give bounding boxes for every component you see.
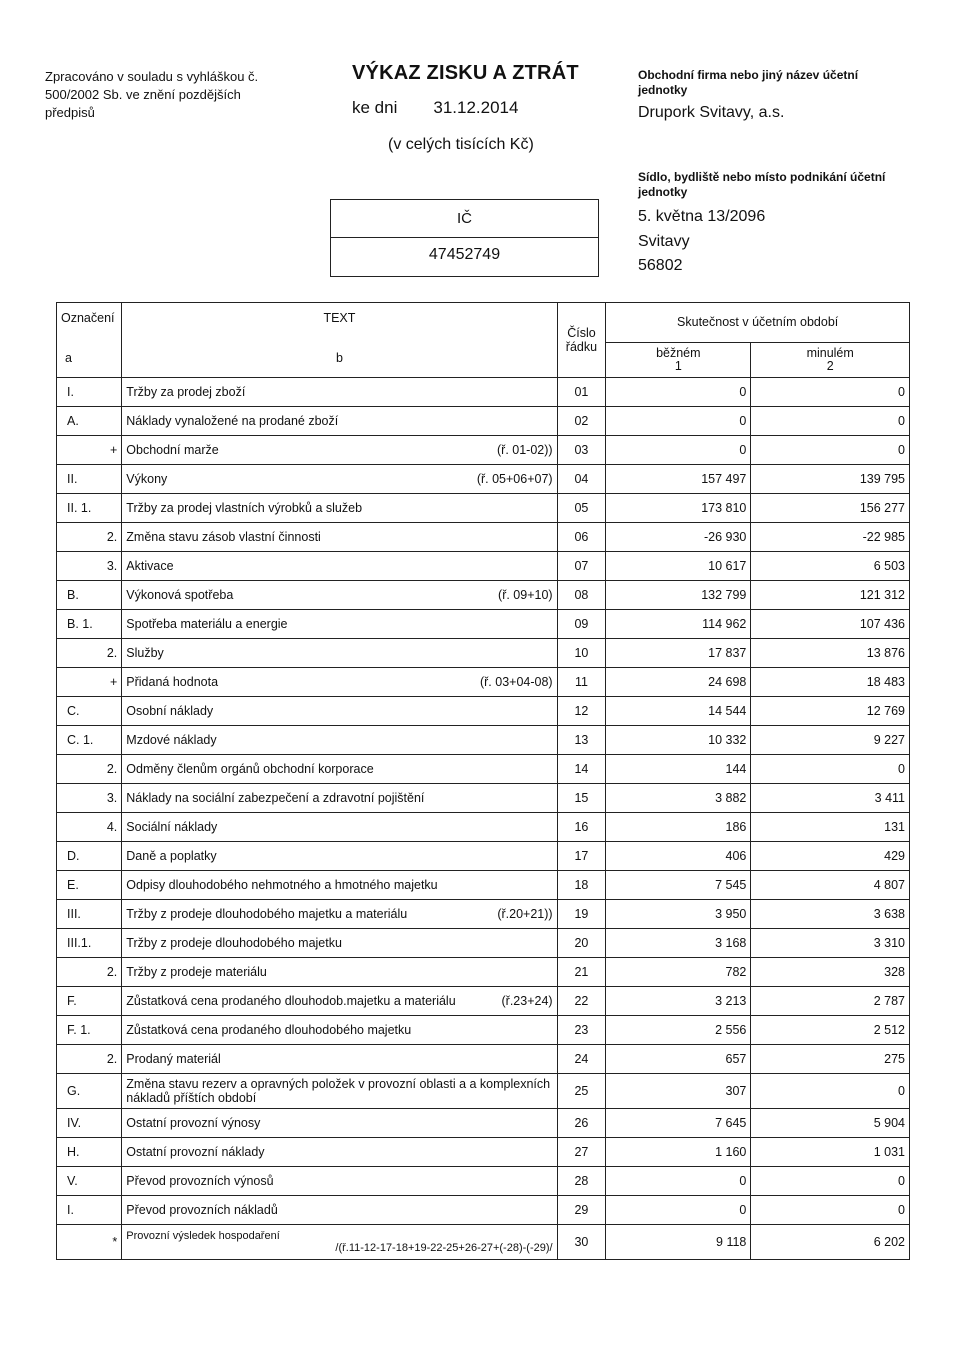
row-current-value: 10 332 [606,726,751,755]
row-current-value: 14 544 [606,697,751,726]
row-current-value: 406 [606,842,751,871]
row-number: 10 [557,639,606,668]
row-number: 22 [557,987,606,1016]
row-text: Sociální náklady [126,820,218,834]
row-oznaceni: F. [57,987,122,1016]
row-number: 09 [557,610,606,639]
row-oznaceni: * [57,1225,122,1260]
row-text: Daně a poplatky [126,849,217,863]
row-previous-value: 6 503 [751,552,910,581]
row-text-cell [122,407,557,436]
row-text: Zůstatková cena prodaného dlouhodobého majetku [126,1023,412,1037]
row-current-value: 0 [606,378,751,407]
table-row [57,378,910,407]
seat-label: Sídlo, bydliště nebo místo podnikání účetní jednotky [638,170,886,199]
row-text-cell [122,639,557,668]
table-row [57,494,910,523]
row-previous-value: 0 [751,1196,910,1225]
row-previous-value: 3 411 [751,784,910,813]
row-text: Mzdové náklady [126,733,217,747]
row-previous-value: 18 483 [751,668,910,697]
row-current-value: 10 617 [606,552,751,581]
row-previous-value: 156 277 [751,494,910,523]
row-previous-value: 9 227 [751,726,910,755]
table-row [57,1225,910,1260]
table-row [57,697,910,726]
row-text-cell [122,1074,557,1109]
row-oznaceni: F. 1. [57,1016,122,1045]
row-number: 11 [557,668,606,697]
table-row [57,1045,910,1074]
row-text: Aktivace [126,559,174,573]
row-current-value: 0 [606,1167,751,1196]
row-text-cell [122,610,557,639]
row-oznaceni: 3. [57,552,122,581]
row-previous-value: 0 [751,1074,910,1109]
row-previous-value: 275 [751,1045,910,1074]
row-text-cell [122,900,557,929]
row-text: Provozní výsledek hospodaření [126,1230,280,1242]
row-oznaceni: I. [57,378,122,407]
row-number: 15 [557,784,606,813]
row-current-value: 0 [606,407,751,436]
row-previous-value: 2 512 [751,1016,910,1045]
firm-name: Drupork Svitavy, a.s. [638,104,785,121]
row-text: Zůstatková cena prodaného dlouhodob.majetku a materiálu [126,994,456,1008]
row-oznaceni: C. 1. [57,726,122,755]
row-text-cell [122,668,557,697]
row-oznaceni: B. 1. [57,610,122,639]
row-text: Převod provozních nákladů [126,1203,278,1217]
row-oznaceni: 2. [57,958,122,987]
row-text: Prodaný materiál [126,1052,221,1066]
table-row [57,755,910,784]
row-text-cell [122,1167,557,1196]
row-oznaceni: IV. [57,1109,122,1138]
row-previous-value: 0 [751,407,910,436]
header-minulem [751,342,910,377]
table-row [57,900,910,929]
row-text: Tržby z prodeje materiálu [126,965,267,979]
row-oznaceni: 3. [57,784,122,813]
row-oznaceni: III.1. [57,929,122,958]
row-current-value: 3 168 [606,929,751,958]
row-text-cell [122,871,557,900]
ic-value: 47452749 [428,246,501,263]
row-formula: (ř. 01-02)) [497,443,553,457]
row-number: 04 [557,465,606,494]
row-previous-value: 5 904 [751,1109,910,1138]
header-row [57,303,910,343]
row-number: 21 [557,958,606,987]
header-skutecnost: Skutečnost v účetním období [606,303,910,343]
row-number: 18 [557,871,606,900]
row-previous-value: 0 [751,378,910,407]
row-oznaceni: + [57,668,122,697]
row-text: Odměny členům orgánů obchodní korporace [126,762,374,776]
row-text: Náklady vynaložené na prodané zboží [126,414,339,428]
row-current-value: 144 [606,755,751,784]
row-number: 06 [557,523,606,552]
seat-zip: 56802 [638,257,683,274]
row-text-cell [122,465,557,494]
row-oznaceni: A. [57,407,122,436]
row-previous-value: 0 [751,1167,910,1196]
row-number: 07 [557,552,606,581]
row-number: 14 [557,755,606,784]
row-number: 29 [557,1196,606,1225]
row-current-value: 114 962 [606,610,751,639]
table-row [57,1167,910,1196]
table-row [57,1138,910,1167]
row-oznaceni: C. [57,697,122,726]
row-formula: /(ř.11-12-17-18+19-22-25+26-27+(-28)-(-29)/ [335,1242,553,1254]
row-text: Ostatní provozní náklady [126,1145,265,1159]
seat-street: 5. května 13/2096 [638,208,766,225]
row-text: Změna stavu rezerv a opravných položek v provozní oblasti a a komplexních nákladů příštích období [126,1077,551,1105]
row-text-cell [122,1109,557,1138]
row-oznaceni: III. [57,900,122,929]
row-text-cell [122,1045,557,1074]
table-row [57,842,910,871]
row-previous-value: 2 787 [751,987,910,1016]
row-text-cell [122,523,557,552]
row-text-cell [122,813,557,842]
row-formula: (ř.23+24) [501,994,553,1008]
row-current-value: 1 160 [606,1138,751,1167]
row-previous-value: 429 [751,842,910,871]
row-oznaceni: 2. [57,523,122,552]
row-text: Přidaná hodnota [126,675,219,689]
row-number: 02 [557,407,606,436]
ic-label: IČ [457,210,472,227]
report-title: VÝKAZ ZISKU A ZTRÁT [352,62,579,84]
row-number: 03 [557,436,606,465]
row-text-cell [122,552,557,581]
row-text-cell [122,1138,557,1167]
row-number: 01 [557,378,606,407]
table-row [57,581,910,610]
date-label: ke dni [352,98,398,117]
firm-label: Obchodní firma nebo jiný název účetní jednotky [638,68,859,97]
row-previous-value: 131 [751,813,910,842]
row-oznaceni: I. [57,1196,122,1225]
row-oznaceni: 2. [57,755,122,784]
row-oznaceni: H. [57,1138,122,1167]
row-number: 28 [557,1167,606,1196]
row-current-value: 173 810 [606,494,751,523]
table-row [57,1074,910,1109]
row-number: 23 [557,1016,606,1045]
row-text: Výkonová spotřeba [126,588,234,602]
sub-2-label: 2 [826,358,834,373]
row-number: 16 [557,813,606,842]
row-previous-value: 3 638 [751,900,910,929]
row-text: Služby [126,646,164,660]
row-oznaceni: E. [57,871,122,900]
row-number: 13 [557,726,606,755]
row-previous-value: 0 [751,436,910,465]
row-text-cell [122,494,557,523]
row-oznaceni: G. [57,1074,122,1109]
header-text [122,303,557,378]
row-formula: (ř. 05+06+07) [476,472,553,486]
row-number: 08 [557,581,606,610]
table-row [57,523,910,552]
table-row [57,726,910,755]
row-number: 25 [557,1074,606,1109]
legal-note: Zpracováno v souladu s vyhláškou č. 500/2002 Sb. ve znění pozdějších předpisů [45,69,259,120]
row-current-value: 7 545 [606,871,751,900]
row-text: Osobní náklady [126,704,214,718]
row-current-value: 3 950 [606,900,751,929]
row-number: 05 [557,494,606,523]
row-previous-value: 328 [751,958,910,987]
row-text-cell [122,784,557,813]
row-number: 17 [557,842,606,871]
row-current-value: 24 698 [606,668,751,697]
row-number: 26 [557,1109,606,1138]
table-row [57,871,910,900]
row-text-cell [122,1196,557,1225]
row-previous-value: 13 876 [751,639,910,668]
row-previous-value: 3 310 [751,929,910,958]
row-text: Tržby za prodej vlastních výrobků a služeb [126,501,363,515]
row-number: 30 [557,1225,606,1260]
report-date [352,98,518,118]
row-oznaceni: D. [57,842,122,871]
seat-city: Svitavy [638,233,690,250]
row-previous-value: 0 [751,755,910,784]
row-text-cell [122,755,557,784]
ic-divider [331,237,598,238]
row-text-cell [122,958,557,987]
row-text: Náklady na sociální zabezpečení a zdravotní pojištění [126,791,425,805]
row-text: Tržby za prodej zboží [126,385,246,399]
row-current-value: -26 930 [606,523,751,552]
row-text: Tržby z prodeje dlouhodobého majetku [126,936,342,950]
table-row [57,639,910,668]
row-current-value: 186 [606,813,751,842]
row-current-value: 0 [606,436,751,465]
row-previous-value: -22 985 [751,523,910,552]
row-current-value: 2 556 [606,1016,751,1045]
table-row [57,436,910,465]
row-text: Spotřeba materiálu a energie [126,617,288,631]
row-number: 24 [557,1045,606,1074]
table-row [57,929,910,958]
row-text-cell [122,697,557,726]
row-formula: (ř. 03+04-08) [479,675,553,689]
sub-a-label: a [65,351,72,365]
row-oznaceni: II. [57,465,122,494]
table-row [57,465,910,494]
table-row [57,1196,910,1225]
table-row [57,784,910,813]
row-previous-value: 1 031 [751,1138,910,1167]
row-number: 19 [557,900,606,929]
minulem-label: minulém [806,345,854,360]
row-current-value: 782 [606,958,751,987]
row-text-cell [122,842,557,871]
row-current-value: 17 837 [606,639,751,668]
row-formula: (ř. 09+10) [498,588,553,602]
text-label: TEXT [323,311,356,325]
table-row [57,1016,910,1045]
row-text-cell [122,1016,557,1045]
income-statement-table [56,302,910,1260]
row-text-cell [122,1225,557,1260]
table-row [57,958,910,987]
oznaceni-label: Označení [61,311,115,325]
row-previous-value: 12 769 [751,697,910,726]
header-oznaceni [57,303,122,378]
ic-box [330,199,599,277]
row-previous-value: 107 436 [751,610,910,639]
table-row [57,668,910,697]
row-current-value: 9 118 [606,1225,751,1260]
row-previous-value: 4 807 [751,871,910,900]
beznem-label: běžném [656,345,701,360]
row-oznaceni: + [57,436,122,465]
row-text-cell [122,726,557,755]
row-current-value: 7 645 [606,1109,751,1138]
row-previous-value: 139 795 [751,465,910,494]
row-text-cell [122,929,557,958]
row-oznaceni: 4. [57,813,122,842]
row-previous-value: 121 312 [751,581,910,610]
row-text-cell [122,378,557,407]
header-beznem [606,342,751,377]
row-current-value: 157 497 [606,465,751,494]
row-text: Odpisy dlouhodobého nehmotného a hmotného majetku [126,878,438,892]
row-number: 20 [557,929,606,958]
row-text: Ostatní provozní výnosy [126,1116,261,1130]
row-current-value: 307 [606,1074,751,1109]
date-value: 31.12.2014 [433,98,519,117]
row-formula: (ř.20+21)) [497,907,553,921]
row-text: Změna stavu zásob vlastní činnosti [126,530,321,544]
row-text-cell [122,581,557,610]
row-oznaceni: II. 1. [57,494,122,523]
units-note: (v celých tisících Kč) [388,136,534,153]
row-text: Převod provozních výnosů [126,1174,274,1188]
row-text: Obchodní marže [126,443,219,457]
row-text-cell [122,987,557,1016]
row-current-value: 132 799 [606,581,751,610]
sub-b-label: b [335,351,343,365]
row-current-value: 0 [606,1196,751,1225]
row-oznaceni: 2. [57,639,122,668]
row-current-value: 3 213 [606,987,751,1016]
table-row [57,407,910,436]
table-row [57,1109,910,1138]
row-text: Výkony [126,472,168,486]
header-cislo: Číslo řádku [557,303,606,378]
row-text: Tržby z prodeje dlouhodobého majetku a materiálu [126,907,408,921]
row-current-value: 657 [606,1045,751,1074]
row-oznaceni: V. [57,1167,122,1196]
row-oznaceni: 2. [57,1045,122,1074]
row-oznaceni: B. [57,581,122,610]
table-row [57,813,910,842]
row-current-value: 3 882 [606,784,751,813]
table-row [57,987,910,1016]
sub-1-label: 1 [674,358,682,373]
row-number: 27 [557,1138,606,1167]
row-previous-value: 6 202 [751,1225,910,1260]
table-row [57,552,910,581]
row-text-cell [122,436,557,465]
table-row [57,610,910,639]
row-number: 12 [557,697,606,726]
